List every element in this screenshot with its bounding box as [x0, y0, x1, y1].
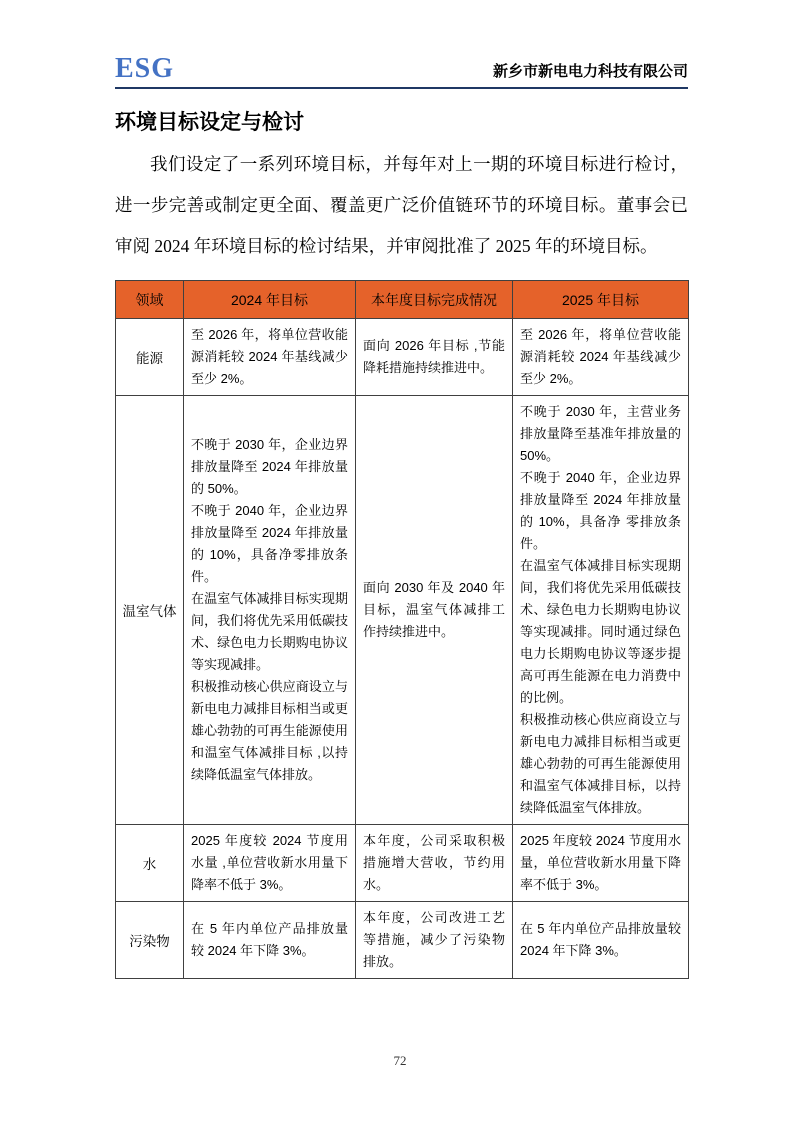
environment-goals-table — [115, 280, 689, 979]
table-row-greenhouse-gas — [116, 396, 689, 825]
cell-paragraph: 不晚于 2030 年，企业边界排放量降至 2024 年排放量的 50%。 — [191, 437, 348, 496]
cell-paragraph: 在温室气体减排目标实现期间，我们将优先采用低碳技术、绿色电力长期购电协议等实现减排。同时通过绿色电力长期购电协议等逐步提高可再生能源在电力消费中的比例。 — [520, 558, 681, 705]
table-row-water — [116, 825, 689, 902]
cell-goal-2025 — [513, 902, 689, 979]
section-title: 环境目标设定与检讨 — [115, 111, 304, 134]
intro-paragraph: 我们设定了一系列环境目标，并每年对上一期的环境目标进行检讨，进一步完善或制定更全面、覆盖更广泛价值链环节的环境目标。董事会已审阅 2024 年环境目标的检讨结果，并审阅批准了 2025 年的环境目标。 — [115, 154, 688, 256]
table-row-energy — [116, 319, 689, 396]
cell-paragraph: 不晚于 2040 年，企业边界排放量降至 2024 年排放量的 10%，具备净零排放条件。 — [191, 503, 348, 584]
table-row-pollutant — [116, 902, 689, 979]
cell-progress — [356, 319, 513, 396]
cell-goal-2024 — [184, 396, 356, 825]
cell-paragraph: 面向 2030 年及 2040 年目标，温室气体减排工作持续推进中。 — [363, 580, 505, 639]
cell-progress — [356, 902, 513, 979]
cell-paragraph: 2025 年度较 2024 节度用水量 ,单位营收新水用量下降率不低于 3%。 — [191, 833, 348, 892]
cell-progress — [356, 396, 513, 825]
page-content — [115, 55, 688, 979]
esg-logo: ESG — [115, 53, 175, 84]
cell-paragraph: 在温室气体减排目标实现期间，我们将优先采用低碳技术、绿色电力长期购电协议等实现减排。 — [191, 591, 348, 672]
cell-paragraph: 2025 年度较 2024 节度用水量，单位营收新水用量下降率不低于 3%。 — [520, 833, 681, 892]
cell-goal-2024 — [184, 902, 356, 979]
cell-paragraph: 面向 2026 年目标 ,节能降耗措施持续推进中。 — [363, 338, 505, 375]
row-area-label: 污染物 — [116, 902, 184, 979]
cell-paragraph: 本年度，公司改进工艺等措施，减少了污染物排放。 — [363, 910, 505, 969]
cell-goal-2025 — [513, 319, 689, 396]
page-number: 72 — [393, 1053, 407, 1068]
row-area-label: 水 — [116, 825, 184, 902]
cell-paragraph: 积极推动核心供应商设立与新电电力减排目标相当或更雄心勃勃的可再生能源使用和温室气体减排目标，以持续降低温室气体排放。 — [520, 712, 681, 815]
row-area-label: 能源 — [116, 319, 184, 396]
cell-goal-2025 — [513, 396, 689, 825]
column-header-goal-2024: 2024 年目标 — [184, 281, 356, 319]
cell-paragraph: 不晚于 2040 年，企业边界排放量降至 2024 年排放量的 10%，具备净 零排放条件。 — [520, 470, 681, 551]
cell-paragraph: 不晚于 2030 年，主营业务排放量降至基准年排放量的 50%。 — [520, 404, 681, 463]
column-header-progress: 本年度目标完成情况 — [356, 281, 513, 319]
cell-paragraph: 至 2026 年，将单位营收能源消耗较 2024 年基线减少至少 2%。 — [191, 327, 348, 386]
row-area-label: 温室气体 — [116, 396, 184, 825]
table-header-row — [116, 281, 689, 319]
document-header — [115, 55, 688, 89]
cell-paragraph: 在 5 年内单位产品排放量较 2024 年下降 3%。 — [520, 921, 681, 958]
column-header-area: 领域 — [116, 281, 184, 319]
cell-goal-2024 — [184, 319, 356, 396]
cell-paragraph: 积极推动核心供应商设立与新电电力减排目标相当或更雄心勃勃的可再生能源使用和温室气体减排目标 ,以持续降低温室气体排放。 — [191, 679, 348, 782]
cell-progress — [356, 825, 513, 902]
cell-goal-2024 — [184, 825, 356, 902]
cell-paragraph: 在 5 年内单位产品排放量较 2024 年下降 3%。 — [191, 921, 348, 958]
cell-paragraph: 本年度，公司采取积极措施增大营收，节约用水。 — [363, 833, 505, 892]
column-header-goal-2025: 2025 年目标 — [513, 281, 689, 319]
cell-goal-2025 — [513, 825, 689, 902]
company-name: 新乡市新电电力科技有限公司 — [492, 63, 688, 80]
cell-paragraph: 至 2026 年，将单位营收能源消耗较 2024 年基线减少至少 2%。 — [520, 327, 681, 386]
